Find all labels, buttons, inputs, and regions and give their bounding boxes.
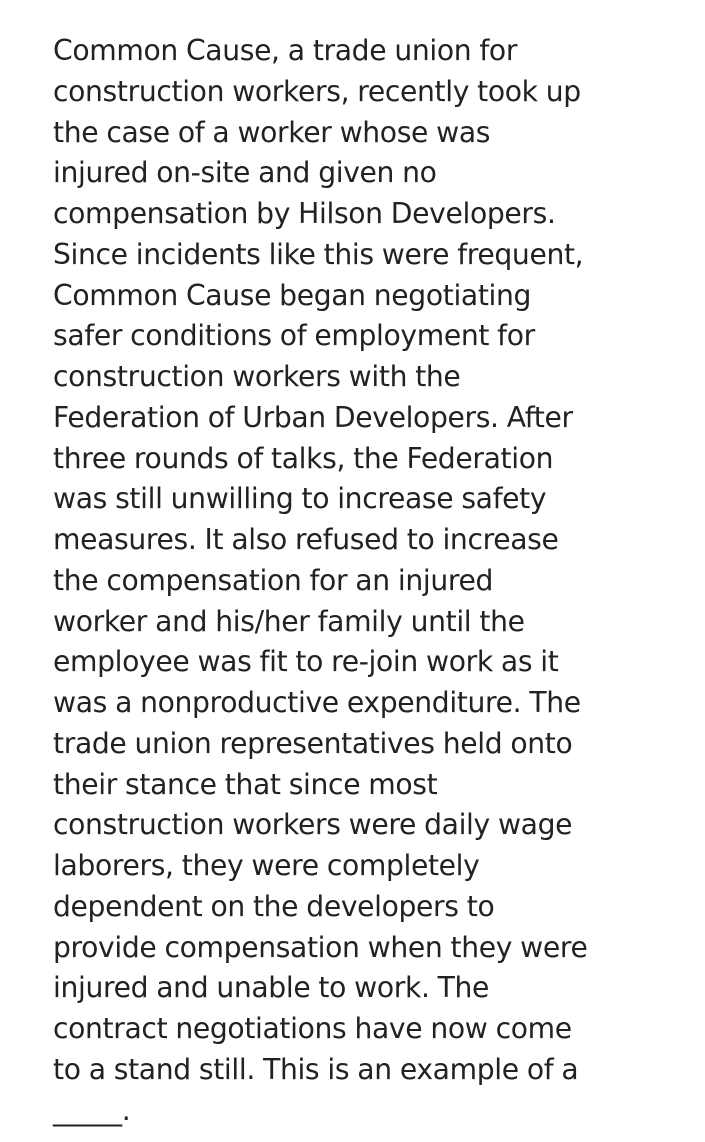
question-line: injured and unable to work. The [53,971,490,1005]
question-line: safer conditions of employment for [53,319,535,353]
question-line: dependent on the developers to [53,889,495,923]
question-line: construction workers were daily wage [53,808,573,842]
question-line: contract negotiations have now come [53,1012,572,1045]
question-line: to a stand still. This is an example of a [53,1052,579,1086]
question-line: Common Cause, a trade union for [53,34,518,67]
question-line: construction workers with the [53,360,461,393]
question-line: the case of a worker whose was [53,115,491,149]
question-line: their stance that since most [53,767,438,801]
question-line: trade union representatives held onto [53,726,573,760]
question-line: construction workers, recently took up [53,74,581,108]
question-line: injured on-site and given no [53,156,437,190]
question-line: laborers, they were completely [53,849,480,882]
question-line: Federation of Urban Developers. After [53,400,573,434]
question-line: employee was fit to re-join work as it [53,645,559,679]
answer-blank: _____. [53,1093,131,1127]
question-line: three rounds of talks, the Federation [53,441,554,475]
question-line: compensation by Hilson Developers. [53,197,556,230]
question-line: worker and his/her family until the [53,604,525,638]
question-line: was a nonproductive expenditure. The [53,686,581,719]
question-text [53,31,693,1131]
question-line: Common Cause began negotiating [53,278,532,312]
question-line: the compensation for an injured [53,563,493,597]
question-line: provide compensation when they were [53,930,588,964]
question-line: was still unwilling to increase safety [53,482,547,516]
question-line: measures. It also refused to increase [53,523,559,556]
question-line: Since incidents like this were frequent, [53,237,584,271]
